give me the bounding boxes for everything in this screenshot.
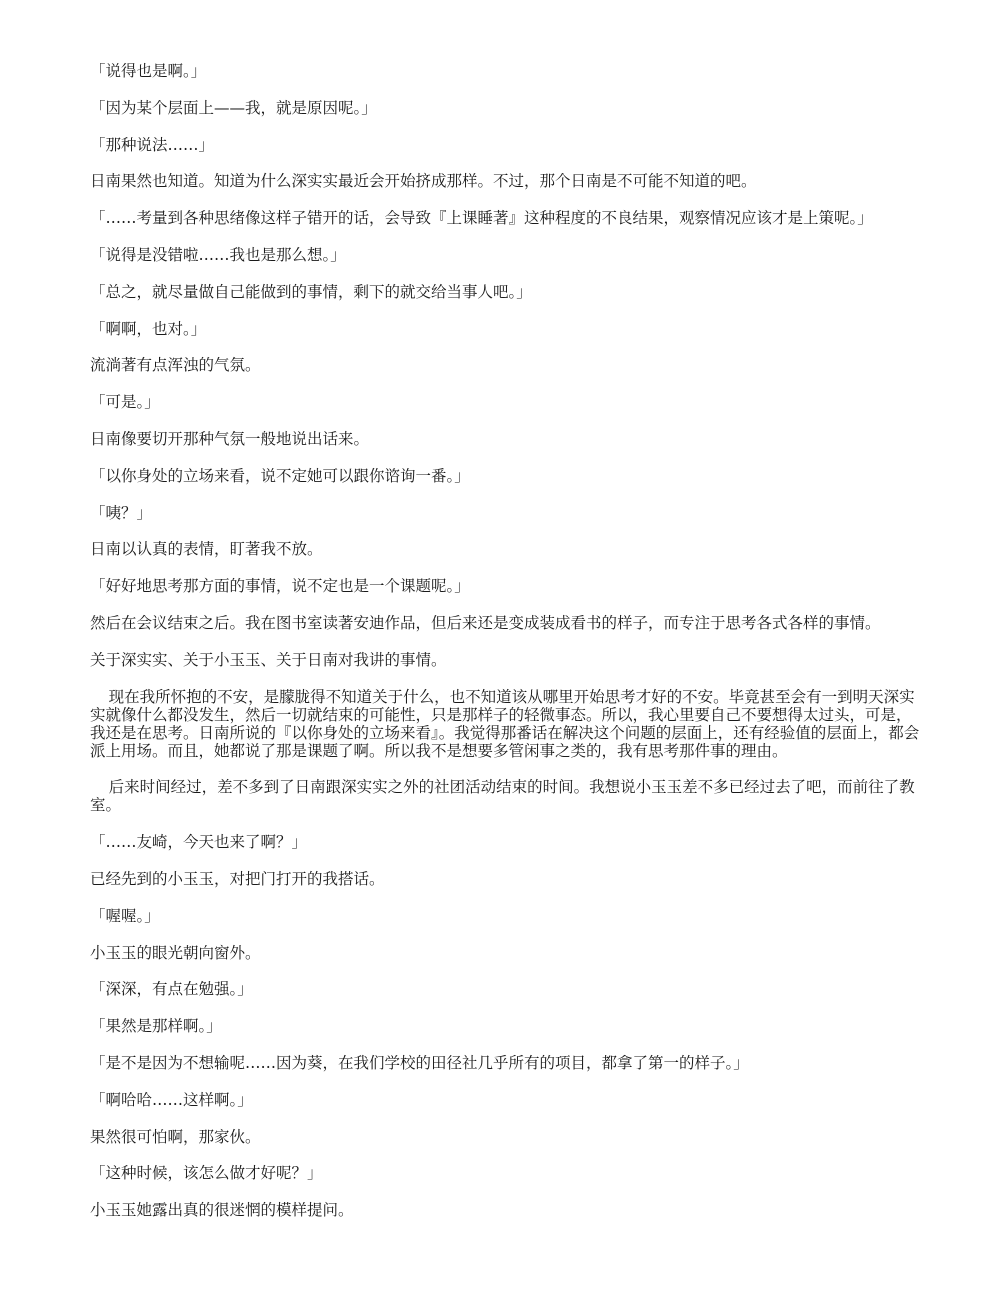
- paragraph-9: 流淌著有点浑浊的气氛。: [90, 356, 261, 375]
- paragraph-6: 「说得是没错啦……我也是那么想。」: [90, 245, 346, 264]
- paragraph-14: 日南以认真的表情，盯著我不放。: [90, 540, 323, 559]
- paragraph-30: 小玉玉她露出真的很迷惘的模样提问。: [90, 1201, 354, 1220]
- paragraph-12: 「以你身处的立场来看，说不定她可以跟你谘询一番。」: [90, 466, 470, 485]
- document-body: [90, 62, 920, 1238]
- paragraph-24: 「深深，有点在勉强。」: [90, 980, 253, 999]
- paragraph-8: 「啊啊，也对。」: [90, 319, 207, 338]
- paragraph-11: 日南像要切开那种气氛一般地说出话来。: [90, 429, 370, 448]
- paragraph-25: 「果然是那样啊。」: [90, 1017, 222, 1036]
- paragraph-21: 已经先到的小玉玉，对把门打开的我搭话。: [90, 869, 385, 888]
- paragraph-23: 小玉玉的眼光朝向窗外。: [90, 943, 261, 962]
- paragraph-4: 日南果然也知道。知道为什么深实实最近会开始挤成那样。不过，那个日南是不可能不知道的吧。: [90, 172, 757, 191]
- paragraph-3: 「那种说法……」: [90, 135, 215, 154]
- paragraph-1: 「说得也是啊。」: [90, 62, 207, 80]
- paragraph-26: 「是不是因为不想输呢……因为葵，在我们学校的田径社几乎所有的项目，都拿了第一的样子。」: [90, 1053, 749, 1072]
- paragraph-17: 关于深实实、关于小玉玉、关于日南对我讲的事情。: [90, 650, 447, 669]
- paragraph-2: 「因为某个层面上——我，就是原因呢。」: [90, 98, 377, 117]
- paragraph-18: 现在我所怀抱的不安，是朦胧得不知道关于什么，也不知道该从哪里开始思考才好的不安。毕竟甚至会有一到明天深实实就像什么都没发生，然后一切就结束的可能性，只是那样子的轻微事态。所以，我心里要自己不要想得太过头，可是，我还是在思考。日南所说的『以你身处的立场来看』。我觉得那番话在解决这个问题的层面上，还有经验值的层面上，都会派上用场。而且，她都说了那是课题了啊。所以我不是想要多管闲事之类的，我有思考那件事的理由。: [90, 687, 920, 760]
- paragraph-19: 后来时间经过，差不多到了日南跟深实实之外的社团活动结束的时间。我想说小玉玉差不多已经过去了吧，而前往了教室。: [90, 778, 915, 815]
- paragraph-20: 「……友崎，今天也来了啊？」: [90, 833, 308, 852]
- paragraph-10: 「可是。」: [90, 393, 160, 412]
- paragraph-22: 「喔喔。」: [90, 906, 160, 925]
- paragraph-15: 「好好地思考那方面的事情，说不定也是一个课题呢。」: [90, 577, 470, 596]
- paragraph-27: 「啊哈哈……这样啊。」: [90, 1090, 253, 1109]
- paragraph-16: 然后在会议结束之后。我在图书室读著安迪作品，但后来还是变成装成看书的样子，而专注于思考各式各样的事情。: [90, 613, 881, 632]
- paragraph-13: 「咦？」: [90, 503, 153, 522]
- paragraph-5: 「……考量到各种思绪像这样子错开的话，会导致『上课睡著』这种程度的不良结果，观察情况应该才是上策呢。」: [90, 209, 873, 228]
- paragraph-28: 果然很可怕啊，那家伙。: [90, 1127, 261, 1146]
- paragraph-29: 「这种时候，该怎么做才好呢？」: [90, 1164, 323, 1183]
- paragraph-7: 「总之，就尽量做自己能做到的事情，剩下的就交给当事人吧。」: [90, 282, 532, 301]
